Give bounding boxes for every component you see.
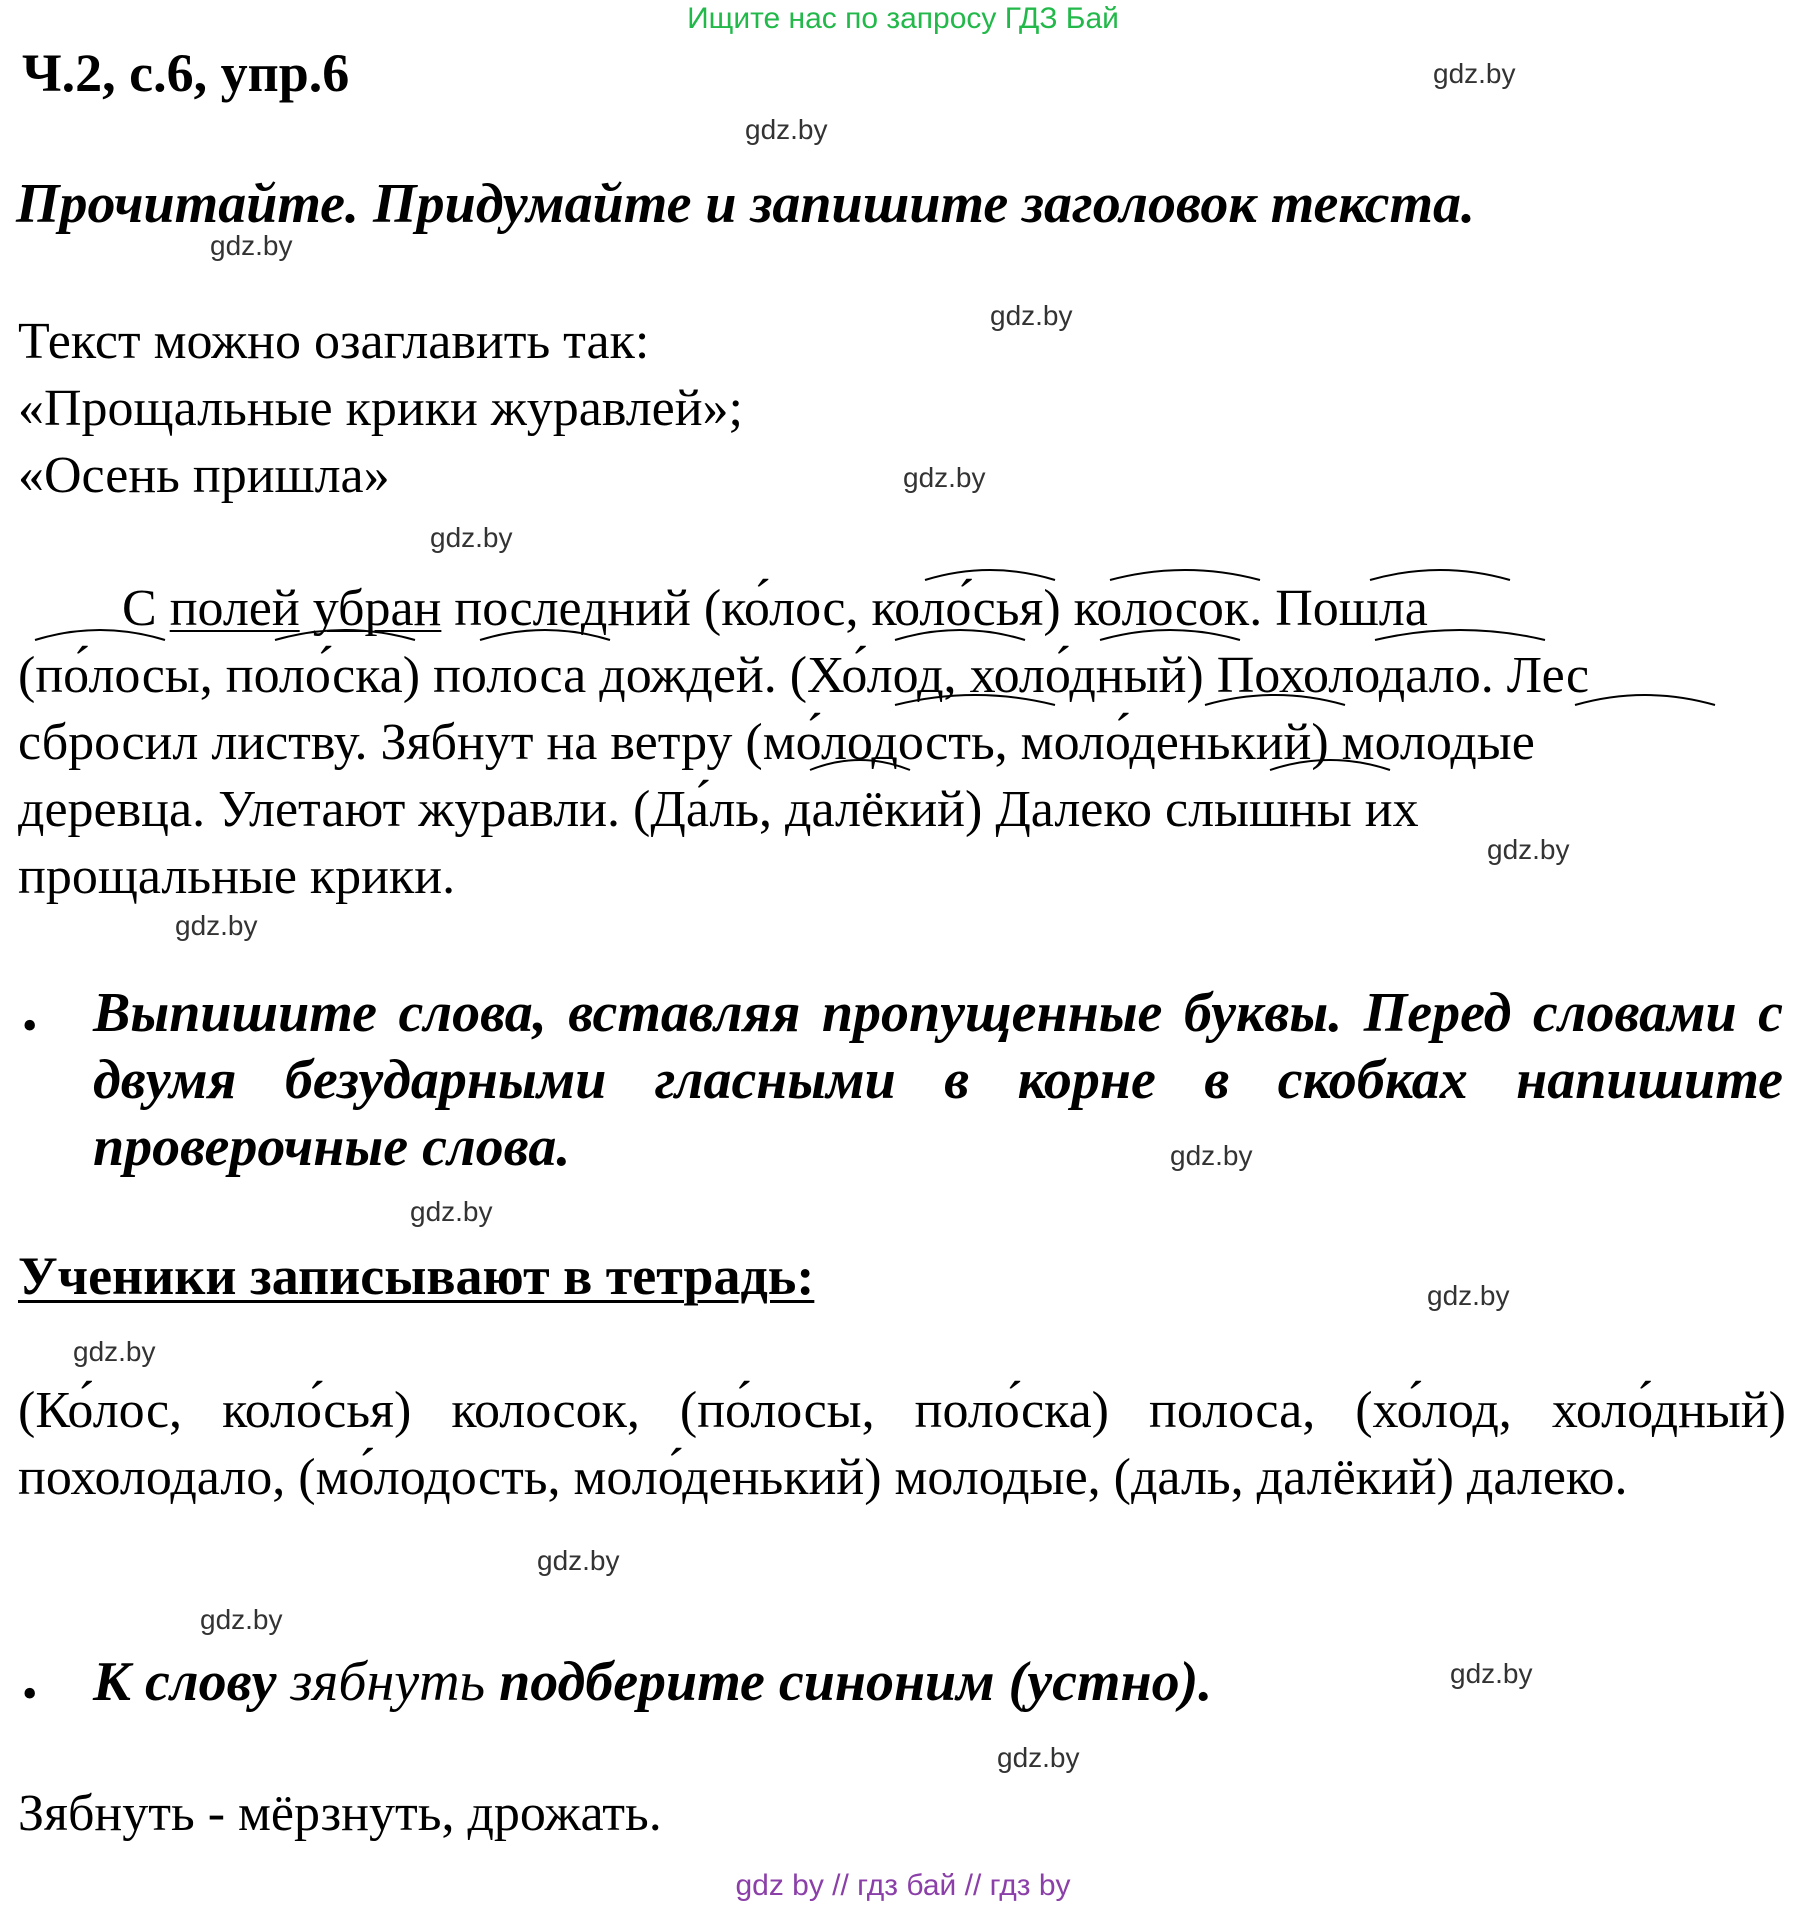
bullet-2: • (22, 1669, 38, 1718)
watermark: gdz.by (997, 1742, 1080, 1773)
paragraph-line: С полей убран последний (ко́лос, коло́сья) колосок. Пошла (122, 580, 1428, 637)
task-3-prefix: К слову (93, 1651, 277, 1713)
watermark: gdz.by (903, 462, 986, 493)
top-banner: Ищите нас по запросу ГДЗ Бай (687, 2, 1119, 35)
watermark: gdz.by (430, 522, 513, 553)
watermark: gdz.by (537, 1545, 620, 1576)
answer-3: Зябнуть - мёрзнуть, дрожать. (18, 1785, 662, 1842)
watermark: gdz.by (410, 1196, 493, 1227)
task-3-word: зябнуть (290, 1651, 486, 1713)
watermark: gdz.by (1450, 1658, 1533, 1689)
answer-1 (18, 308, 743, 509)
watermark: gdz.by (1170, 1140, 1253, 1171)
paragraph-line: прощальные крики. (18, 848, 456, 905)
page-title: Ч.2, с.6, упр.6 (22, 43, 350, 103)
answer-1-line-2: «Прощальные крики журавлей»; (18, 380, 744, 437)
bullet-1: • (22, 1001, 38, 1050)
watermark: gdz.by (175, 910, 258, 941)
answer-1-line-1: Текст можно озаглавить так: (18, 313, 650, 370)
task-1: Прочитайте. Придумайте и запишите заголовок текста. (16, 173, 1476, 235)
answer-1-line-3: «Осень пришла» (18, 447, 390, 504)
section-heading: Ученики записывают в тетрадь: (18, 1246, 815, 1306)
task-3-suffix: подберите синоним (устно). (499, 1651, 1213, 1713)
watermark: gdz.by (1427, 1280, 1510, 1311)
paragraph-line: деревца. Улетают журавли. (Да́ль, далёкий) Далеко слышны их (18, 781, 1419, 838)
watermark: gdz.by (73, 1336, 156, 1367)
watermark: gdz.by (990, 300, 1073, 331)
watermark: gdz.by (210, 230, 293, 261)
watermark: gdz.by (745, 114, 828, 145)
watermark: gdz.by (1433, 58, 1516, 89)
paragraph-line: (по́лосы, поло́ска) полоса дождей. (Хо́лод, холо́дный) Похолодало. Лес (18, 647, 1590, 704)
paragraph-line: сбросил листву. Зябнут на ветру (мо́лодость, моло́денький) молодые (18, 714, 1535, 771)
answer-2: (Ко́лос, коло́сья) колосок, (по́лосы, поло́ска) полоса, (хо́лод, холо́дный) похолодало, (мо́лодость, моло́денький) молодые, (даль, далёкий) далеко. (18, 1382, 1786, 1506)
task-2: Выпишите слова, вставляя пропущенные буквы. Перед словами с двумя безударными гласными в корне в скобках напишите проверочные слова. (93, 982, 1783, 1178)
watermark: gdz.by (1487, 834, 1570, 865)
task-3 (93, 1650, 1212, 1714)
watermark: gdz.by (200, 1604, 283, 1635)
footer: gdz by // гдз бай // гдз by (735, 1869, 1071, 1902)
